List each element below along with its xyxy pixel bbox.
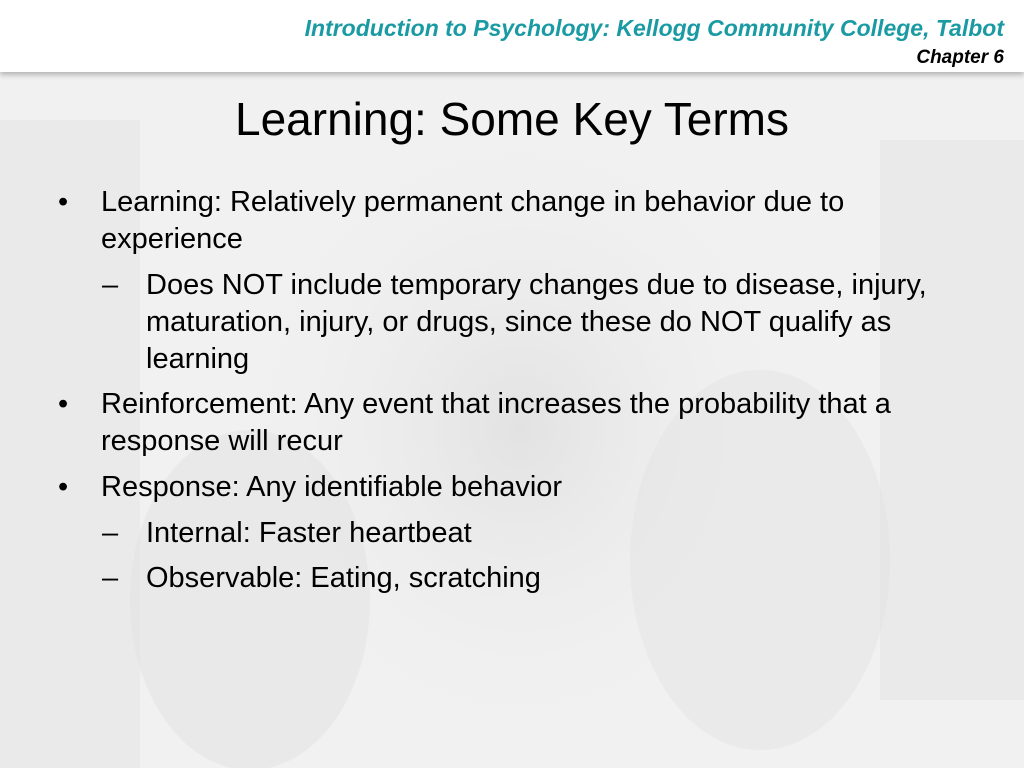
bullet-dot-icon: • [58, 471, 69, 503]
bullet-text: Does NOT include temporary changes due to disease, injury, maturation, injury, or drugs, since these do NOT qualify as learning [146, 269, 927, 375]
course-title: Introduction to Psychology: Kellogg Community College, Talbot [304, 15, 1004, 41]
bullet-list [58, 184, 958, 605]
sub-bullet-item [102, 515, 936, 552]
bullet-text: Observable: Eating, scratching [146, 562, 541, 594]
slide-title: Learning: Some Key Terms [235, 93, 789, 145]
bullet-text: Response: Any identifiable behavior [101, 471, 563, 503]
bullet-text: Internal: Faster heartbeat [146, 517, 472, 549]
bullet-text: Reinforcement: Any event that increases the probability that a response will recur [101, 388, 891, 457]
bullet-text: Learning: Relatively permanent change in behavior due to experience [101, 186, 845, 255]
sub-bullet-item [102, 267, 936, 378]
bullet-dot-icon: • [58, 388, 69, 420]
dash-marker-icon: – [102, 517, 119, 549]
bullet-dot-icon: • [58, 186, 69, 218]
bullet-item [58, 386, 958, 460]
bullet-item [58, 469, 958, 506]
header-bar [0, 0, 1024, 72]
chapter-label: Chapter 6 [916, 47, 1004, 68]
dash-marker-icon: – [102, 562, 119, 594]
dash-marker-icon: – [102, 269, 119, 301]
bullet-item [58, 184, 958, 258]
sub-bullet-item [102, 560, 936, 597]
